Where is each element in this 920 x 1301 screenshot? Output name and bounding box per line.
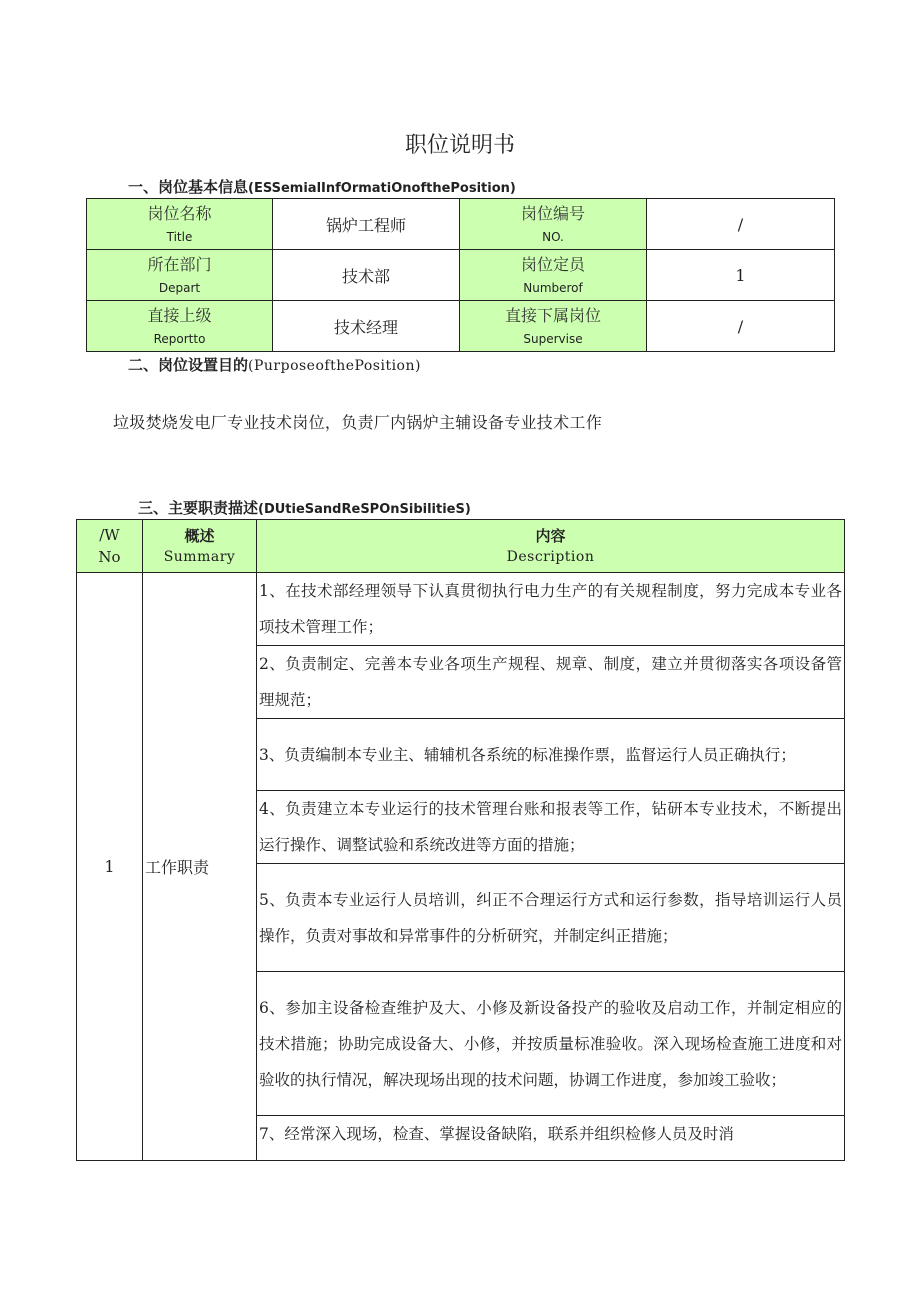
- header-summary: 概述 Summary: [143, 520, 257, 573]
- duty-item-5: 5、负责本专业运行人员培训，纠正不合理运行方式和运行参数，指导培训运行人员操作，负责对事故和异常事件的分析研究，并制定纠正措施；: [257, 864, 845, 972]
- label-supervise: 直接下属岗位 Supervise: [460, 301, 647, 352]
- section-duties-heading-zh: 三、主要职责描述: [138, 499, 259, 517]
- section-purpose-heading-zh: 二、岗位设置目的: [128, 356, 249, 374]
- label-department: 所在部门 Depart: [87, 250, 273, 301]
- section-purpose-heading-en: (PurposeofthePosition): [248, 358, 421, 374]
- section-basic-info-heading-en: (ESSemialInfOrmatiOnofthePosition): [248, 181, 516, 196]
- value-report-to: 技术经理: [273, 301, 460, 352]
- basic-info-table: [86, 198, 835, 352]
- duty-group-summary: 工作职责: [143, 573, 257, 1161]
- label-title: 岗位名称 Title: [87, 199, 273, 250]
- duty-item-row: [77, 573, 845, 646]
- document-title: 职位说明书: [404, 133, 515, 158]
- value-number: /: [647, 199, 835, 250]
- section-basic-info-heading: [128, 176, 516, 197]
- label-number: 岗位编号 NO.: [460, 199, 647, 250]
- value-department: 技术部: [273, 250, 460, 301]
- duties-header-row: [77, 520, 845, 573]
- info-row-department: [87, 250, 835, 301]
- duty-item-7: 7、经常深入现场，检查、掌握设备缺陷，联系并组织检修人员及时消: [257, 1116, 845, 1161]
- section-basic-info-heading-zh: 一、岗位基本信息: [128, 178, 249, 196]
- value-headcount: 1: [647, 250, 835, 301]
- duty-item-2: 2、负责制定、完善本专业各项生产规程、规章、制度，建立并贯彻落实各项设备管理规范；: [257, 646, 845, 719]
- duties-table: [76, 519, 845, 1161]
- duty-item-4: 4、负责建立本专业运行的技术管理台账和报表等工作，钻研本专业技术，不断提出运行操作、调整试验和系统改进等方面的措施；: [257, 791, 845, 864]
- section-duties-heading-en: (DUtieSandReSPOnSibilitieS): [258, 502, 471, 517]
- header-no: /W No: [77, 520, 143, 573]
- label-headcount: 岗位定员 Numberof: [460, 250, 647, 301]
- header-description: 内容 Description: [257, 520, 845, 573]
- info-row-report: [87, 301, 835, 352]
- duty-item-3: 3、负责编制本专业主、辅辅机各系统的标准操作票，监督运行人员正确执行；: [257, 719, 845, 791]
- value-title: 锅炉工程师: [273, 199, 460, 250]
- section-duties-heading: [138, 497, 471, 518]
- duty-item-6: 6、参加主设备检查维护及大、小修及新设备投产的验收及启动工作，并制定相应的技术措施；协助完成设备大、小修，并按质量标准验收。深入现场检查施工进度和对验收的执行情况，解决现场出现的技术问题，协调工作进度，参加竣工验收；: [257, 972, 845, 1116]
- value-supervise: /: [647, 301, 835, 352]
- info-row-title: [87, 199, 835, 250]
- purpose-text: 垃圾焚烧发电厂专业技术岗位，负责厂内锅炉主辅设备专业技术工作: [113, 413, 603, 432]
- duty-item-1: 1、在技术部经理领导下认真贯彻执行电力生产的有关规程制度，努力完成本专业各项技术管理工作；: [257, 573, 845, 646]
- label-report-to: 直接上级 Reportto: [87, 301, 273, 352]
- section-purpose-heading: [128, 354, 421, 375]
- duty-group-no: 1: [77, 573, 143, 1161]
